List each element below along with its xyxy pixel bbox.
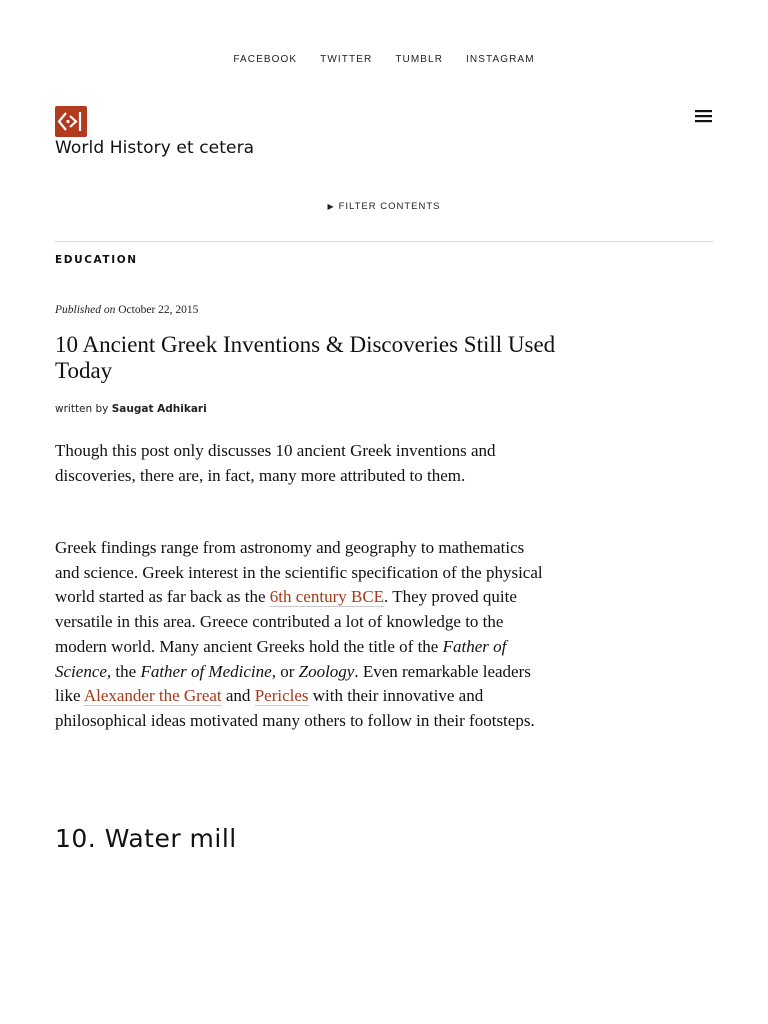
disclosure-triangle-icon: ▶ (327, 202, 335, 211)
father-of-medicine-emphasis: Father of Medicine (140, 661, 272, 681)
6th-century-bce-link[interactable]: 6th century BCE (269, 587, 385, 607)
written-by-label: written by (55, 403, 109, 415)
p2-text-4: , or (271, 661, 299, 681)
filter-contents-label: FILTER CONTENTS (338, 201, 441, 212)
category-link[interactable]: EDUCATION (55, 254, 138, 266)
published-date: October 22, 2015 (118, 304, 199, 316)
p2-text-5: . Even remarkable leaders like (55, 661, 531, 706)
published-date-line (55, 304, 198, 316)
hamburger-menu-icon[interactable] (694, 108, 714, 124)
facebook-link[interactable]: FACEBOOK (233, 54, 298, 65)
site-title[interactable]: World History et cetera (55, 138, 255, 158)
father-of-science-emphasis: Father of Science (55, 636, 507, 681)
p2-text-3: , the (106, 661, 141, 681)
author-line (55, 403, 207, 415)
published-label: Published on (55, 304, 116, 316)
zoology-emphasis: Zoology (298, 661, 355, 681)
p2-text-7: with their innovative and philosophical ideas motivated many others to follow in their footsteps. (55, 686, 535, 730)
tumblr-link[interactable]: TUMBLR (395, 54, 444, 65)
p2-text-2: . They proved quite versatile in this area. Greece contributed a lot of knowledge to the modern world. Many ancient Greeks hold the title of the (55, 587, 517, 656)
post-title: 10 Ancient Greek Inventions & Discoveries Still Used Today (55, 332, 556, 383)
site-logo-icon[interactable] (55, 106, 87, 137)
alexander-the-great-link[interactable]: Alexander the Great (83, 686, 222, 706)
author-link[interactable]: Saugat Adhikari (111, 403, 207, 415)
section-heading-water-mill: 10. Water mill (55, 824, 237, 853)
article-paragraph-1: Though this post only discusses 10 ancient Greek inventions and discoveries, there are, in fact, many more attributed to them. (55, 441, 496, 485)
filter-contents-toggle[interactable] (0, 201, 768, 212)
twitter-link[interactable]: TWITTER (320, 54, 373, 65)
social-links (0, 54, 768, 65)
pericles-link[interactable]: Pericles (254, 686, 309, 706)
instagram-link[interactable]: INSTAGRAM (466, 54, 535, 65)
p2-text-6: and (221, 686, 255, 706)
p2-text-1: Greek findings range from astronomy and geography to mathematics and science. Greek interest in the scientific specification of the physical world started as far back as the (55, 538, 543, 607)
divider (55, 241, 713, 242)
article-paragraph-2 (55, 536, 545, 734)
